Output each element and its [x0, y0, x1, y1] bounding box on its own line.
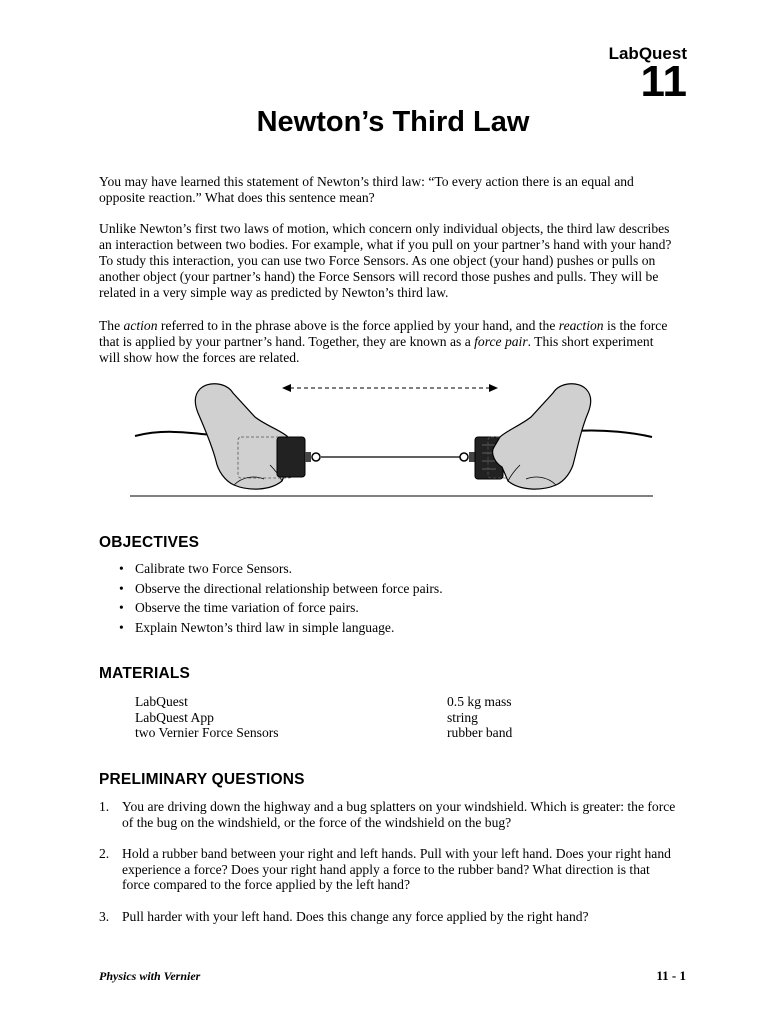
materials-row: [135, 694, 655, 710]
right-hand-icon: [493, 384, 591, 489]
preliminary-questions-heading: PRELIMINARY QUESTIONS: [99, 771, 305, 788]
intro-paragraph-3: [99, 318, 674, 366]
list-item: • Calibrate two Force Sensors.: [116, 561, 443, 581]
material-item: LabQuest App: [135, 709, 214, 725]
material-item: 0.5 kg mass: [447, 694, 512, 709]
materials-row: [135, 710, 655, 726]
question-item: [99, 799, 679, 830]
footer-book-title: Physics with Vernier: [99, 969, 201, 983]
preliminary-questions-list: [99, 799, 679, 924]
text-run: referred to in the phrase above is the force applied by your hand, and the: [157, 318, 559, 333]
question-text: Pull harder with your left hand. Does this change any force applied by the right hand?: [122, 908, 589, 924]
footer-page-number: 11 - 1: [656, 968, 686, 983]
list-item: • Observe the time variation of force pairs.: [116, 600, 443, 620]
materials-row: [135, 725, 655, 741]
material-item: string: [447, 709, 478, 725]
double-arrow-icon: [282, 384, 498, 392]
page-title: Newton’s Third Law: [256, 106, 530, 138]
objectives-list: [116, 561, 443, 639]
material-item: two Vernier Force Sensors: [135, 725, 279, 740]
intro-paragraph-2: Unlike Newton’s first two laws of motion, which concern only individual objects, the third law describes an interaction between two bodies. For example, what if you pull on your partner’s hand with your hand? To study this interaction, you can use two Force Sensors. As one object (your hand) pushes or pulls on another object (your partner’s hand) the Force Sensors will record those pushes and pulls. They will be related in a very simple way as predicted by Newton’s third law.: [99, 221, 672, 300]
intro-paragraph-1: You may have learned this statement of Newton’s third law: “To every action there is an equal and opposite reaction.” What does this sentence mean?: [99, 174, 634, 205]
term-force-pair: force pair: [474, 334, 528, 349]
question-number: 2.: [99, 846, 110, 861]
materials-heading: MATERIALS: [99, 665, 191, 682]
question-text: You are driving down the highway and a bug splatters on your windshield. Which is greater: the force of the bug on the windshield, or the force of the windshield on the bug?: [122, 799, 676, 830]
force-sensors-illustration: [130, 375, 660, 505]
text-run: is the force that is applied by your partner’s hand. Together, they are known as a: [99, 318, 668, 349]
term-reaction: reaction: [558, 318, 604, 333]
objectives-heading: OBJECTIVES: [99, 534, 200, 551]
materials-list: [135, 694, 655, 741]
question-text: Hold a rubber band between your right and left hands. Pull with your left hand. Does your right hand experience a force? Does your right hand apply a force to the rubber band? What direction is that force compared to the force applied by the left hand?: [122, 846, 671, 892]
material-item: LabQuest: [135, 694, 188, 709]
question-number: 3.: [99, 908, 110, 924]
list-item: • Explain Newton’s third law in simple language.: [116, 620, 443, 640]
text-run: . This short experiment will show how the forces are related.: [99, 334, 654, 365]
lab-number: 11: [640, 57, 687, 106]
material-item: rubber band: [447, 725, 513, 740]
lab-label: LabQuest: [608, 44, 687, 63]
text-run: The: [99, 318, 124, 333]
term-action: action: [123, 318, 158, 333]
question-item: [99, 846, 679, 893]
list-item: • Observe the directional relationship between force pairs.: [116, 581, 443, 601]
question-number: 1.: [99, 799, 110, 814]
question-item: [99, 909, 679, 925]
